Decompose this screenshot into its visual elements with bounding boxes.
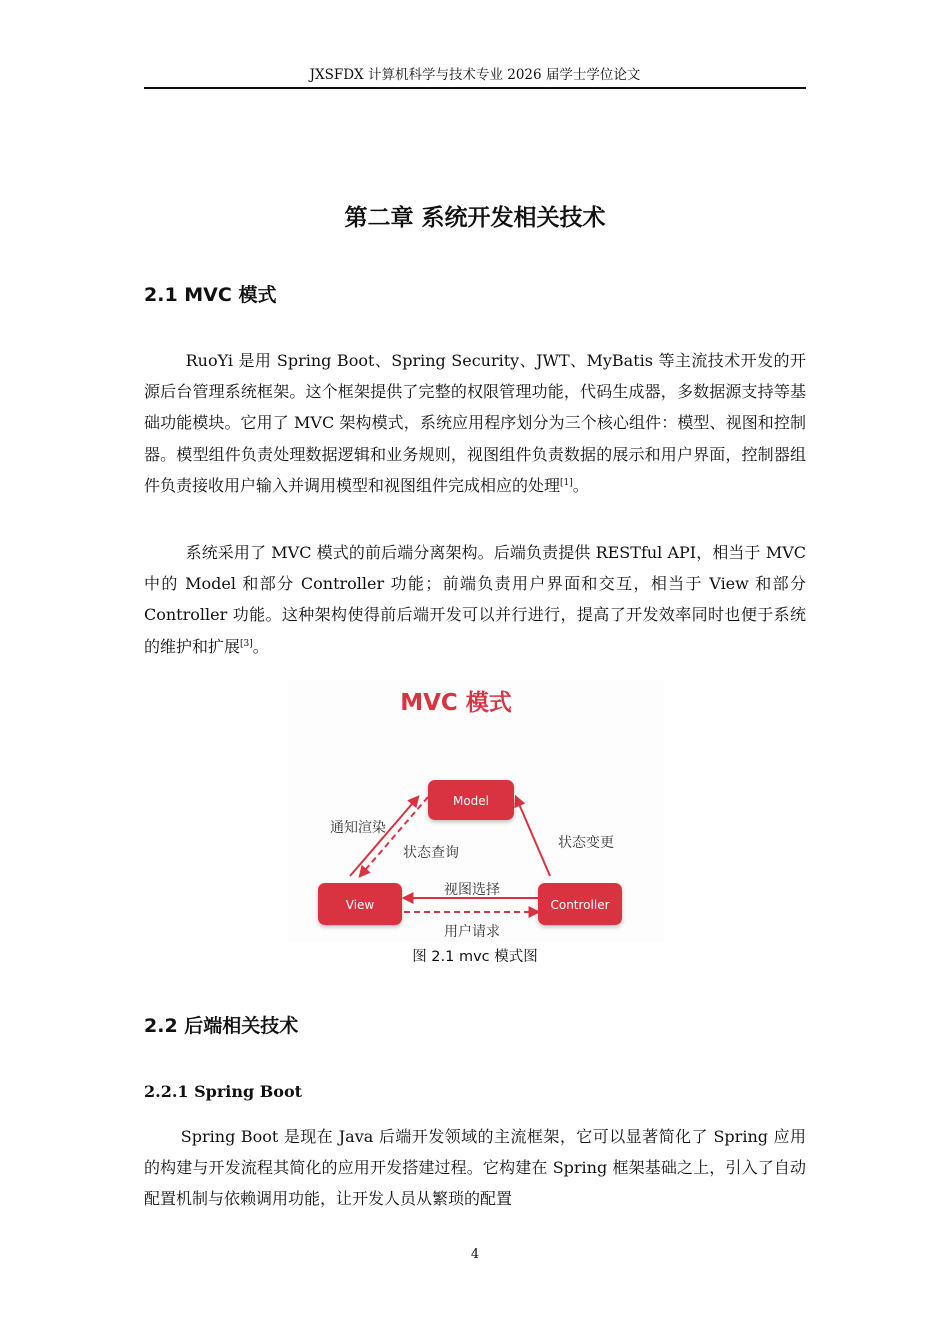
paragraph-end: 。 [572,475,589,495]
paragraph-text: RuoYi 是用 Spring Boot、Spring Security、JWT、MyBatis 等主流技术开发的开源后台管理系统框架。这个框架提供了完整的权限管理功能，代码生成器，多数据源支持等基础功能模块。它用了 MVC 架构模式，系统应用程序划分为三个核心组件：模型、视图和控制器。模型组件负责处理数据逻辑和业务规则，视图组件负责数据的展示和用户界面，控制器组件负责接收用户输入并调用模型和视图组件完成相应的处理 [144,351,806,495]
section-heading-2-1: 2.1 MVC 模式 [144,284,277,306]
paragraph-mvc-intro [144,345,806,501]
node-controller-label: Controller [550,898,610,912]
chapter-title: 第二章 系统开发相关技术 [344,205,606,231]
paragraph-spring-boot: Spring Boot 是现在 Java 后端开发领域的主流框架，它可以显著简化了 Spring 应用的构建与开发流程其简化的应用开发搭建过程。它构建在 Spring 框架基础之上，引入了自动配置机制与依赖调用功能，让开发人员从繁琐的配置 [144,1127,806,1209]
citation: [3] [240,638,253,649]
node-controller [538,883,622,925]
running-header: JXSFDX 计算机科学与技术专业 2026 届学士学位论文 [309,67,641,83]
node-model-label: Model [452,794,490,808]
label-state-change: 状态变更 [558,835,614,851]
citation: [1] [560,477,573,488]
node-view-label: View [345,898,375,912]
label-state-query: 状态查询 [403,845,459,861]
label-notify-render: 通知渲染 [330,820,386,836]
diagram-title: MVC 模式 [400,690,512,716]
label-view-select: 视图选择 [444,882,500,898]
figure-caption: 图 2.1 mvc 模式图 [412,949,538,965]
node-model [428,780,514,820]
node-view [318,883,402,925]
paragraph-end: 。 [252,636,269,656]
label-user-request: 用户请求 [444,924,500,940]
header-rule [144,87,806,89]
section-heading-2-2: 2.2 后端相关技术 [144,1015,299,1037]
mvc-diagram [288,680,664,942]
page-number: 4 [470,1247,480,1262]
paragraph-mvc-architecture [144,537,806,662]
section-heading-2-2-1: 2.2.1 Spring Boot [144,1082,303,1101]
paragraph-text: 系统采用了 MVC 模式的前后端分离架构。后端负责提供 RESTful API，相当于 MVC 中的 Model 和部分 Controller 功能；前端负责用户界面和交互，相当于 View 和部分 Controller 功能。这种架构使得前后端开发可以并行进行，提高了开发效率同时也便于系统的维护和扩展 [144,543,806,656]
